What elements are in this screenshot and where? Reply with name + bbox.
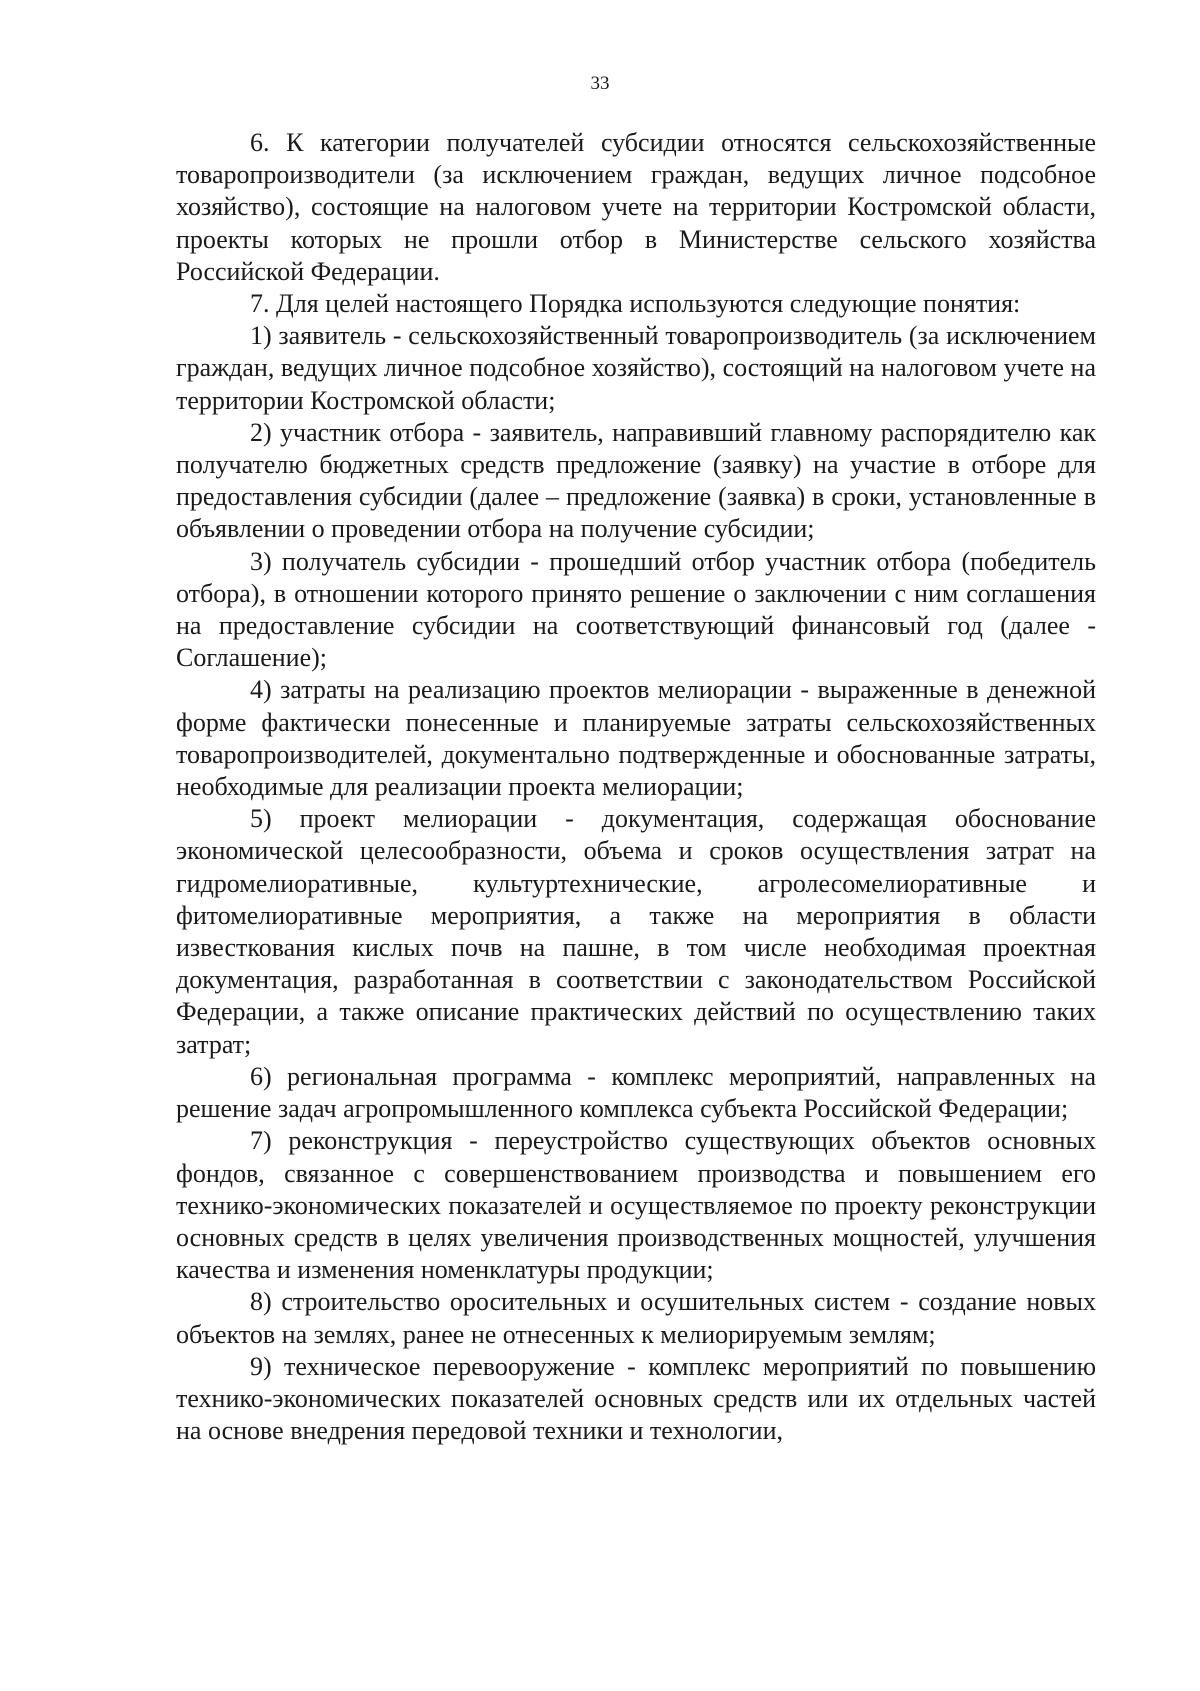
definition-construction: 8) строительство оросительных и осушительных систем - создание новых объектов на землях, ранее не отнесенных к мелиорируемым землям; — [176, 1287, 1096, 1349]
definition-melioration-costs: 4) затраты на реализацию проектов мелиорации - выраженные в денежной форме фактически понесенные и планируемые затраты сельскохозяйственных товаропроизводителей, документально подтвержденные и обоснованные затраты, необходимые для реализации проекта мелиорации; — [176, 675, 1096, 802]
paragraph-7: 7. Для целей настоящего Порядка используются следующие понятия: — [250, 289, 1021, 319]
definition-reconstruction: 7) реконструкция - переустройство существующих объектов основных фондов, связанное с совершенствованием производства и повышением его технико-экономических показателей и осуществляемое по проекту реконструкции основных средств в целях увеличения производственных мощностей, улучшения качества и изменения номенклатуры продукции; — [176, 1126, 1096, 1285]
document-body — [176, 127, 1096, 1447]
definition-technical-reequipment: 9) техническое перевооружение - комплекс мероприятий по повышению технико-экономических показателей основных средств или их отдельных частей на основе внедрения передовой техники и технологии, — [176, 1351, 1096, 1446]
definition-selection-participant: 2) участник отбора - заявитель, направивший главному распорядителю как получателю бюджетных средств предложение (заявку) на участие в отборе для предоставления субсидии (далее – предложение (заявка) в сроки, установленные в объявлении о проведении отбора на получение субсидии; — [176, 417, 1096, 544]
page-number: 33 — [590, 73, 610, 94]
definition-subsidy-recipient: 3) получатель субсидии - прошедший отбор участник отбора (победитель отбора), в отношении которого принято решение о заключении с ним соглашения на предоставление субсидии на соответствующий финансовый год (далее - Соглашение); — [176, 546, 1096, 673]
paragraph-6: 6. К категории получателей субсидии относятся сельскохозяйственные товаропроизводители (за исключением граждан, ведущих личное подсобное хозяйство), состоящие на налоговом учете на территории Костромской области, проекты которых не прошли отбор в Министерстве сельского хозяйства Российской Федерации. — [176, 128, 1096, 286]
definition-melioration-project: 5) проект мелиорации - документация, содержащая обоснование экономической целесообразности, объема и сроков осуществления затрат на гидромелиоративные, культуртехнические, агролесомелиоративные и фитомелиоративные мероприятия, а также на мероприятия в области известкования кислых почв на пашне, в том числе необходимая проектная документация, разработанная в соответствии с законодательством Российской Федерации, а также описание практических действий по осуществлению таких затрат; — [176, 804, 1096, 1059]
definition-applicant: 1) заявитель - сельскохозяйственный товаропроизводитель (за исключением граждан, ведущих личное подсобное хозяйство), состоящий на налоговом учете на территории Костромской области; — [176, 321, 1096, 415]
definition-regional-program: 6) региональная программа - комплекс мероприятий, направленных на решение задач агропромышленного комплекса субъекта Российской Федерации; — [176, 1061, 1096, 1124]
